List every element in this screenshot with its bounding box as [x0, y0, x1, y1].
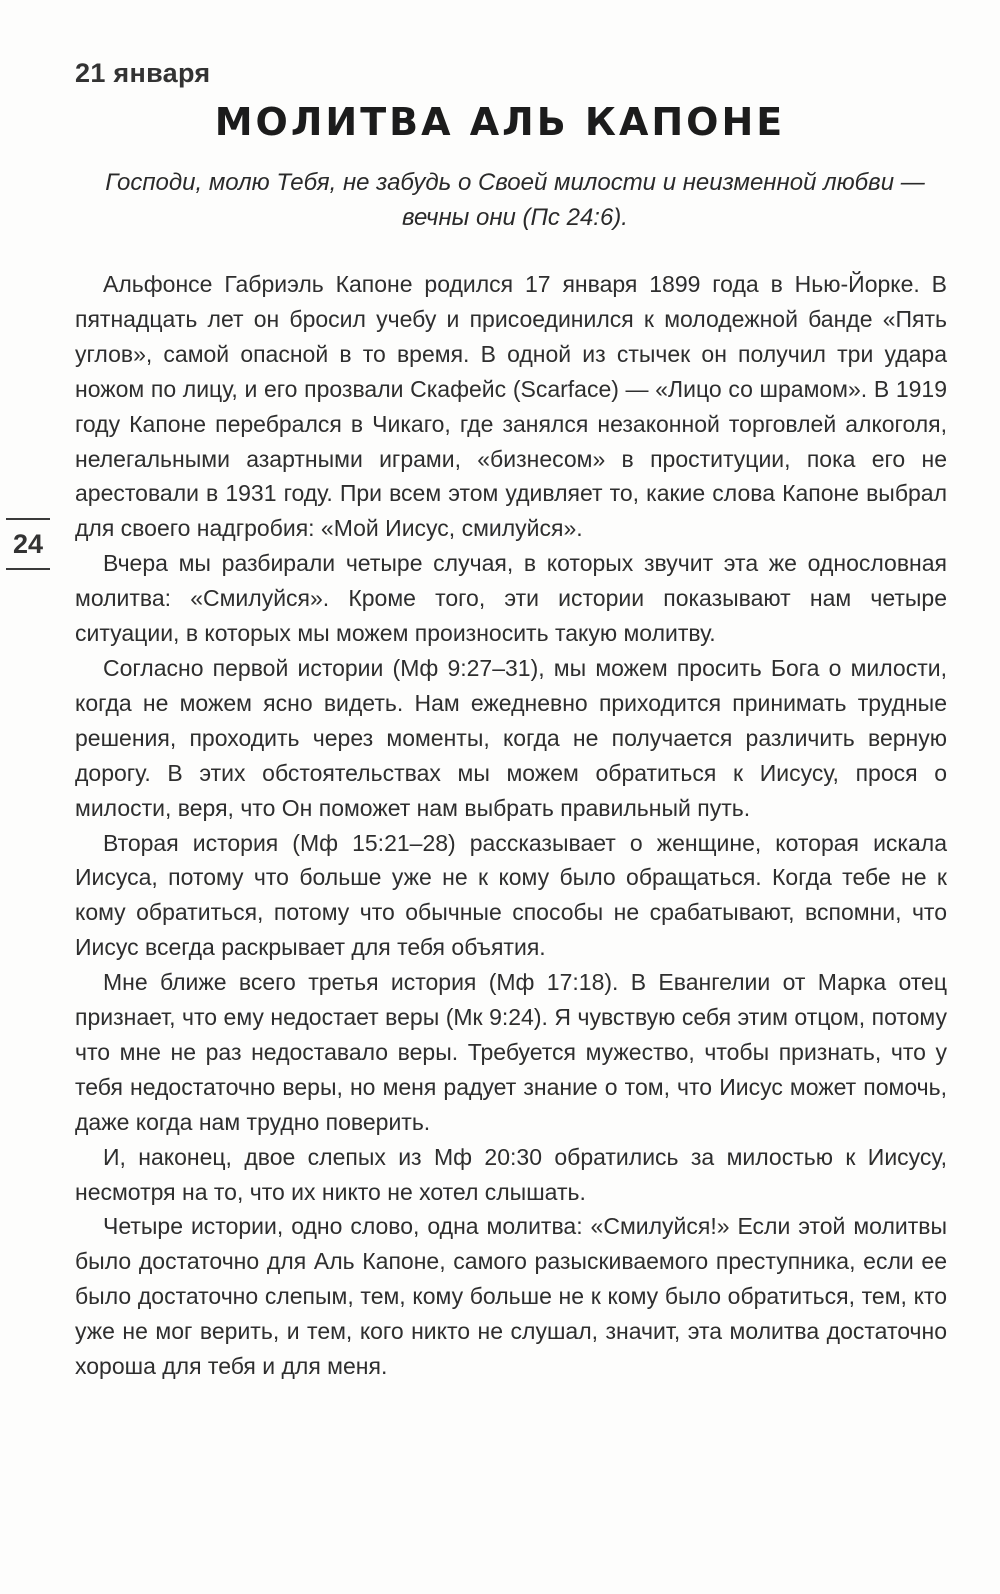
- entry-date: 21 января: [75, 58, 211, 88]
- epigraph-verse: Господи, молю Тебя, не забудь о Своей милости и неизменной любви — вечны они (Пс 24:6).: [105, 169, 925, 231]
- page-number-marker: [6, 518, 50, 570]
- paragraph: И, наконец, двое слепых из Мф 20:30 обратились за милостью к Иисусу, несмотря на то, что их никто не хотел слышать.: [75, 1143, 947, 1205]
- page-number: 24: [12, 529, 44, 559]
- paragraph: Альфонсе Габриэль Капоне родился 17 января 1899 года в Нью-Йорке. В пятнадцать лет он бросил учебу и присоединился к молодежной банде «Пять углов», самой опасной в то время. В одной из стычек он получил три удара ножом по лицу, и его прозвали Скафейс (Scarface) — «Лицо со шрамом». В 1919 году Капоне перебрался в Чикаго, где занялся незаконной торговлей алкоголя, нелегальными азартными играми, «бизнесом» в проституции, пока его не арестовали в 1931 году. При всем этом удивляет то, какие слова Капоне выбрал для своего надгробия: «Мой Иисус, смилуйся».: [75, 271, 947, 542]
- body-text: [75, 267, 947, 1384]
- paragraph: Вчера мы разбирали четыре случая, в которых звучит эта же однословная молитва: «Смилуйся». Кроме того, эти истории показывают нам четыре ситуации, в которых мы можем произносить такую молитву.: [75, 550, 947, 647]
- paragraph: Мне ближе всего третья история (Мф 17:18). В Евангелии от Марка отец признает, что ему недостает веры (Мк 9:24). Я чувствую себя этим отцом, потому что мне не раз недоставало веры. Требуется мужество, чтобы признать, что у тебя недостаточно веры, но меня радует знание о том, что Иисус может помочь, даже когда нам трудно поверить.: [75, 969, 947, 1135]
- paragraph: Четыре истории, одно слово, одна молитва: «Смилуйся!» Если этой молитвы было достаточно для Аль Капоне, самого разыскиваемого преступника, если ее было достаточно слепым, тем, кому больше не к кому было обратиться, тем, кто уже не мог верить, и тем, кого никто не слушал, значит, эта молитва достаточно хороша для тебя и для меня.: [75, 1213, 947, 1380]
- page-number-bottom-rule: [6, 568, 50, 570]
- page-title: МОЛИТВА АЛЬ КАПОНЕ: [214, 100, 786, 144]
- paragraph: Согласно первой истории (Мф 9:27–31), мы можем просить Бога о милости, когда не можем ясно видеть. Нам ежедневно приходится принимать трудные решения, проходить через моменты, когда не получается различить верную дорогу. В этих обстоятельствах мы можем обратиться к Иисусу, прося о милости, веря, что Он поможет нам выбрать правильный путь.: [75, 654, 947, 821]
- page-number-top-rule: [6, 518, 50, 520]
- paragraph: Вторая история (Мф 15:21–28) рассказывает о женщине, которая искала Иисуса, потому что больше уже не к кому было обращаться. Когда тебе не к кому обратиться, потому что обычные способы не срабатывают, вспомни, что Иисус всегда раскрывает для тебя объятия.: [75, 829, 947, 961]
